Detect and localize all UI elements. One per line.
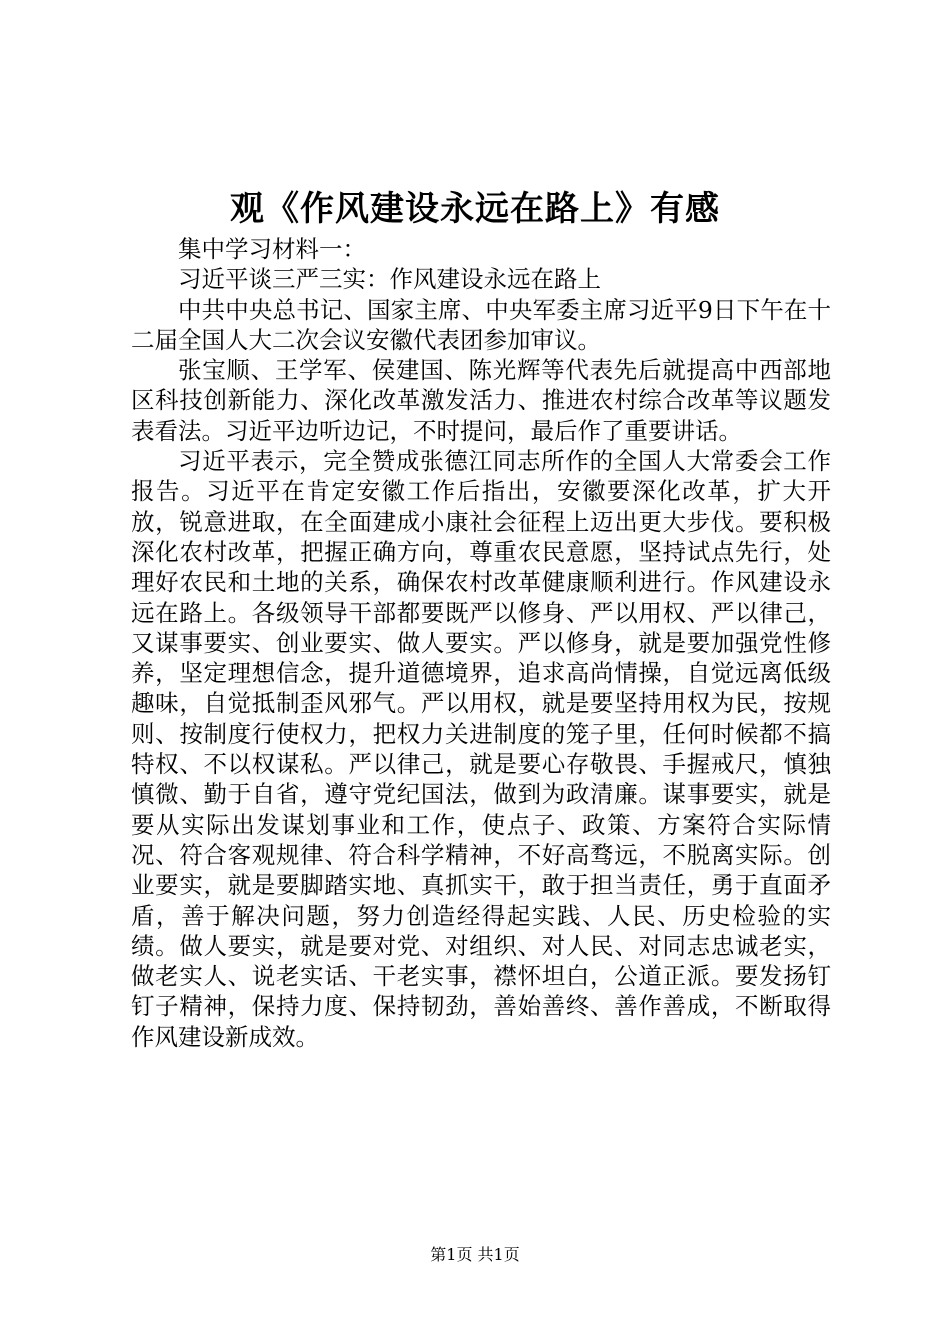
paragraph-subtitle: 习近平谈三严三实：作风建设永远在路上 [178,265,601,294]
paragraph-material-label: 集中学习材料一： [178,235,366,263]
document-body [131,234,831,1052]
paragraph-intro: 中共中央总书记、国家主席、中央军委主席习近平9日下午在十二届全国人大二次会议安徽代表团参加审议。 [131,295,831,354]
paragraph-representatives: 张宝顺、王学军、侯建国、陈光辉等代表先后就提高中西部地区科技创新能力、深化改革激发活力、推进农村综合改革等议题发表看法。习近平边听边记，不时提问，最后作了重要讲话。 [131,356,831,445]
paragraph-speech: 习近平表示，完全赞成张德江同志所作的全国人大常委会工作报告。习近平在肯定安徽工作后指出，安徽要深化改革，扩大开放，锐意进取，在全面建成小康社会征程上迈出更大步伐。要积极深化农村改革，把握正确方向，尊重农民意愿，坚持试点先行，处理好农民和土地的关系，确保农村改革健康顺利进行。作风建设永远在路上。各级领导干部都要既严以修身、严以用权、严以律己，又谋事要实、创业要实、做人要实。严以修身，就是要加强党性修养，坚定理想信念，提升道德境界，追求高尚情操，自觉远离低级趣味，自觉抵制歪风邪气。严以用权，就是要坚持用权为民，按规则、按制度行使权力，把权力关进制度的笼子里，任何时候都不搞特权、不以权谋私。严以律己，就是要心存敬畏、手握戒尺，慎独慎微、勤于自省，遵守党纪国法，做到为政清廉。谋事要实，就是要从实际出发谋划事业和工作，使点子、政策、方案符合实际情况、符合客观规律、符合科学精神，不好高骛远，不脱离实际。创业要实，就是要脚踏实地、真抓实干，敢于担当责任，勇于直面矛盾，善于解决问题，努力创造经得起实践、人民、历史检验的实绩。做人要实，就是要对党、对组织、对人民、对同志忠诚老实，做老实人、说老实话、干老实事，襟怀坦白，公道正派。要发扬钉钉子精神，保持力度、保持韧劲，善始善终、善作善成，不断取得作风建设新成效。 [131,447,831,1051]
document-title: 观《作风建设永远在路上》有感 [230,189,720,229]
page-footer: 第1页 共1页 [430,1245,520,1264]
